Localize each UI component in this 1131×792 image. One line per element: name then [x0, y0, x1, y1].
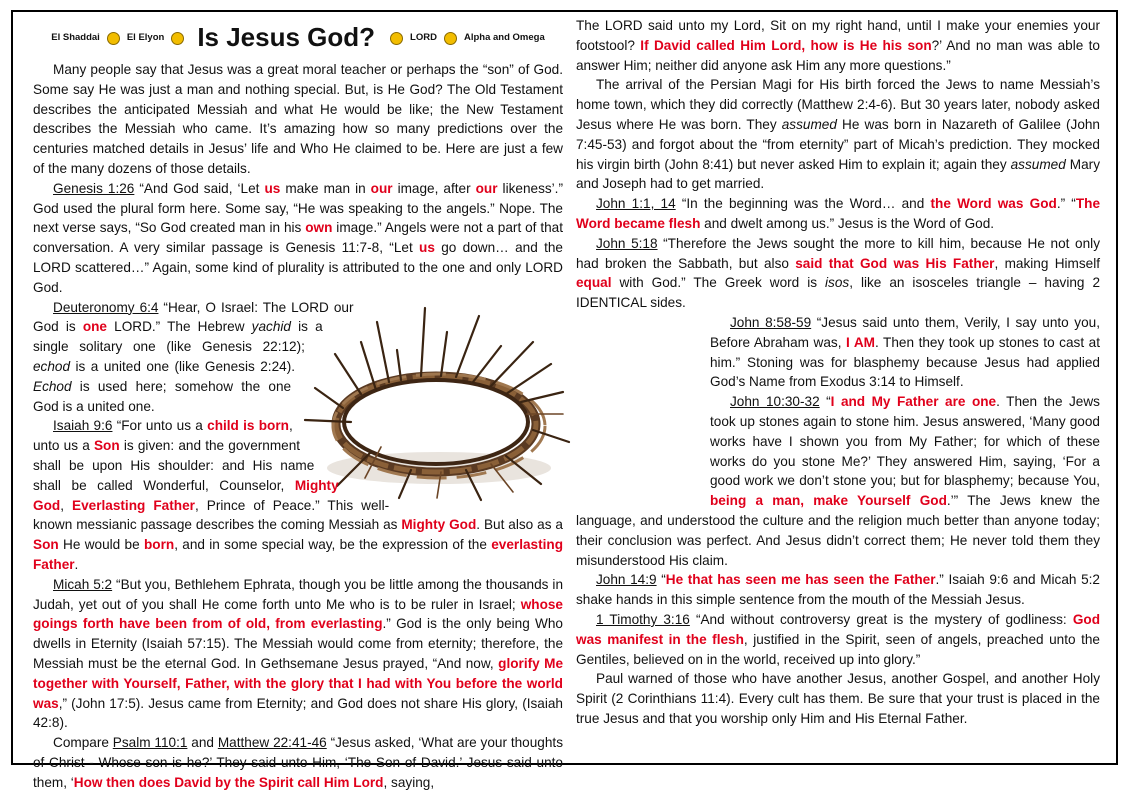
crown-of-thorns-illustration	[301, 302, 571, 502]
image-wrap-spacer	[572, 313, 710, 503]
psalm-continued-paragraph: The LORD said unto my Lord, Sit on my right hand, until I make your enemies your footstool? If David called Him Lord, how is He his son?’ And no man was able to answer Him; neither did anyone ask Him any more questions.”	[576, 18, 1100, 73]
john-5-paragraph: John 5:18 “Therefore the Jews sought the more to kill him, because He not only had broken the Sabbath, but also said that God was His Father, making Himself equal with God.” The Greek word is isos, like an isosceles triangle – having 2 IDENTICAL sides.	[576, 235, 1101, 311]
isaiah-paragraph: Isaiah 9:6 “For unto us a child is born, unto us a Son is given: and the government shall be upon His shoulder: and His name shall be called Wonderful, Counselor, Mighty God, Everlasting Father, Prince of Peace.” This well-known messianic passage describes the coming Messiah as Mighty God. But also as a Son He would be born, and in some special way, be the expression of the everlasting Father.	[33, 418, 563, 572]
psalm-paragraph: Compare Psalm 110:1 and Matthew 22:41-46 “Jesus asked, ‘What are your thoughts of Christ - Whose son is he?’ They said unto Him, ‘The Son of David.’ Jesus said unto them, ‘How then does David by the Spirit call Him Lord, saying,	[33, 735, 563, 790]
gold-dot-icon	[107, 32, 120, 45]
name-el-shaddai: El Shaddai	[51, 32, 100, 44]
scripture-ref: 1 Timothy 3:16	[596, 611, 690, 627]
john-8-paragraph: John 8:58-59 “Jesus said unto them, Verily, I say unto you, Before Abraham was, I AM. Then they took up stones to cast at him.” Stoning was for blasphemy because Jesus had applied God’s Name from Exodus 3:14 to Himself.	[710, 314, 1100, 390]
scripture-ref: Psalm 110:1	[112, 735, 188, 751]
scripture-ref: Genesis 1:26	[53, 180, 135, 196]
closing-paragraph: Paul warned of those who have another Jesus, another Gospel, and another Holy Spirit (2 Corinthians 11:4). Every cult has them. Be sure that your trust is placed in the true Jesus and that you worship only Him and His Eternal Father.	[576, 671, 1100, 726]
name-alpha-omega: Alpha and Omega	[463, 32, 545, 44]
timothy-paragraph: 1 Timothy 3:16 “And without controversy great is the mystery of godliness: God was manifest in the flesh, justified in the Spirit, seen of angels, preached unto the Gentiles, believed on in the world, received up into glory.”	[576, 611, 1101, 667]
deuteronomy-paragraph: Deuteronomy 6:4 “Hear, O Israel: The LORD our God is one LORD.” The Hebrew yachid is a single solitary one (like Genesis 22:12); echod is a united one (like Genesis 2:24). Echod is used here; somehow the one God is a united one.	[33, 299, 354, 414]
document-frame	[11, 10, 1118, 790]
scripture-ref: John 1:1, 14	[596, 196, 676, 212]
intro-paragraph: Many people say that Jesus was a great moral teacher or perhaps the “son” of God. Some say He was just a man and nothing special. But, is He God? The Old Testament describes the anticipated Messiah and what He would be like; the New Testament describes the Messiah who came. It’s amazing how so many predictions over the centuries matched details in Jesus’ life and Who He claimed to be. Here are just a few of the many dozens of those details.	[33, 62, 563, 176]
name-lord: LORD	[410, 32, 437, 44]
page-header	[33, 16, 563, 60]
crown-of-thorns-image	[301, 302, 571, 502]
left-column	[33, 16, 563, 792]
scripture-ref: John 5:18	[596, 235, 658, 251]
genesis-paragraph: Genesis 1:26 “And God said, ‘Let us make man in our image, after our likeness’.” God used the plural form here. Some say, “He was speaking to the angels.” Nope. The next verse says, “So God created man in his own image.” Angels were not a part of that conversation. A very similar passage is Genesis 11:7-8, “Let us go down… and the LORD scattered…” Again, some kind of plurality is attributed to the one and only LORD God.	[33, 180, 564, 295]
name-el-elyon: El Elyon	[126, 32, 165, 44]
gold-dot-icon	[390, 32, 403, 45]
page-title: Is Jesus God?	[197, 22, 376, 53]
micah-paragraph: Micah 5:2 “But you, Bethlehem Ephrata, though you be little among the thousands in Judah, yet out of you shall He come forth unto Me who is to be ruler in Israel; whose goings forth have been from of old, from everlasting.” God is the only being Who dwells in Eternity (Isaiah 57:15). The Messiah would come from eternity; therefore, the Messiah must be the eternal God. In Gethsemane Jesus prayed, “And now, glorify Me together with Yourself, Father, with the glory that I had with You before the world was,” (John 17:5). Jesus came from Eternity; and God does not share His glory, (Isaiah 42:8).	[33, 576, 564, 731]
magi-paragraph: The arrival of the Persian Magi for His birth forced the Jews to name Messiah’s home town, which they did correctly (Matthew 2:4-6). But 30 years later, nobody asked Jesus where He was born. They assumed He was born in Nazareth of Galilee (John 7:45-53) and forgot about the “from eternity” part of Micah’s prediction. They mocked his virgin birth (John 8:41) but never asked Him to explain it; again they assumed Mary and Joseph had to get married.	[576, 77, 1101, 192]
scripture-ref: John 8:58-59	[730, 314, 812, 330]
gold-dot-icon	[444, 32, 457, 45]
scripture-ref: John 14:9	[596, 572, 657, 588]
scripture-ref: John 10:30-32	[730, 394, 820, 410]
gold-dot-icon	[171, 32, 184, 45]
scripture-ref: Matthew 22:41-46	[217, 735, 327, 751]
john-1-paragraph: John 1:1, 14 “In the beginning was the Word… and the Word was God.” “The Word became flesh and dwelt among us.” Jesus is the Word of God.	[576, 196, 1101, 231]
scripture-ref: Deuteronomy 6:4	[53, 299, 159, 315]
right-column	[576, 16, 1100, 729]
scripture-ref: Isaiah 9:6	[53, 418, 113, 434]
scripture-ref: Micah 5:2	[53, 576, 113, 592]
john-10-paragraph: John 10:30-32 “I and My Father are one. Then the Jews took up stones again to stone him. Jesus answered, ‘Many good works have I shown you from My Father; for which of these works do you stone Me?’ They answered Him, saying, ‘For a good work we don’t stone you; but for blasphemy; because You, being a man, make Yourself God.’” The Jews knew the language, and understood the culture and the religion much better than anyone today; their conclusion was perfect. And Jesus didn’t correct them; He never told them they misunderstood His claim.	[576, 394, 1100, 568]
john-14-paragraph: John 14:9 “He that has seen me has seen the Father.” Isaiah 9:6 and Micah 5:2 shake hands in this simple sentence from the mouth of the Messiah Jesus.	[576, 572, 1100, 608]
